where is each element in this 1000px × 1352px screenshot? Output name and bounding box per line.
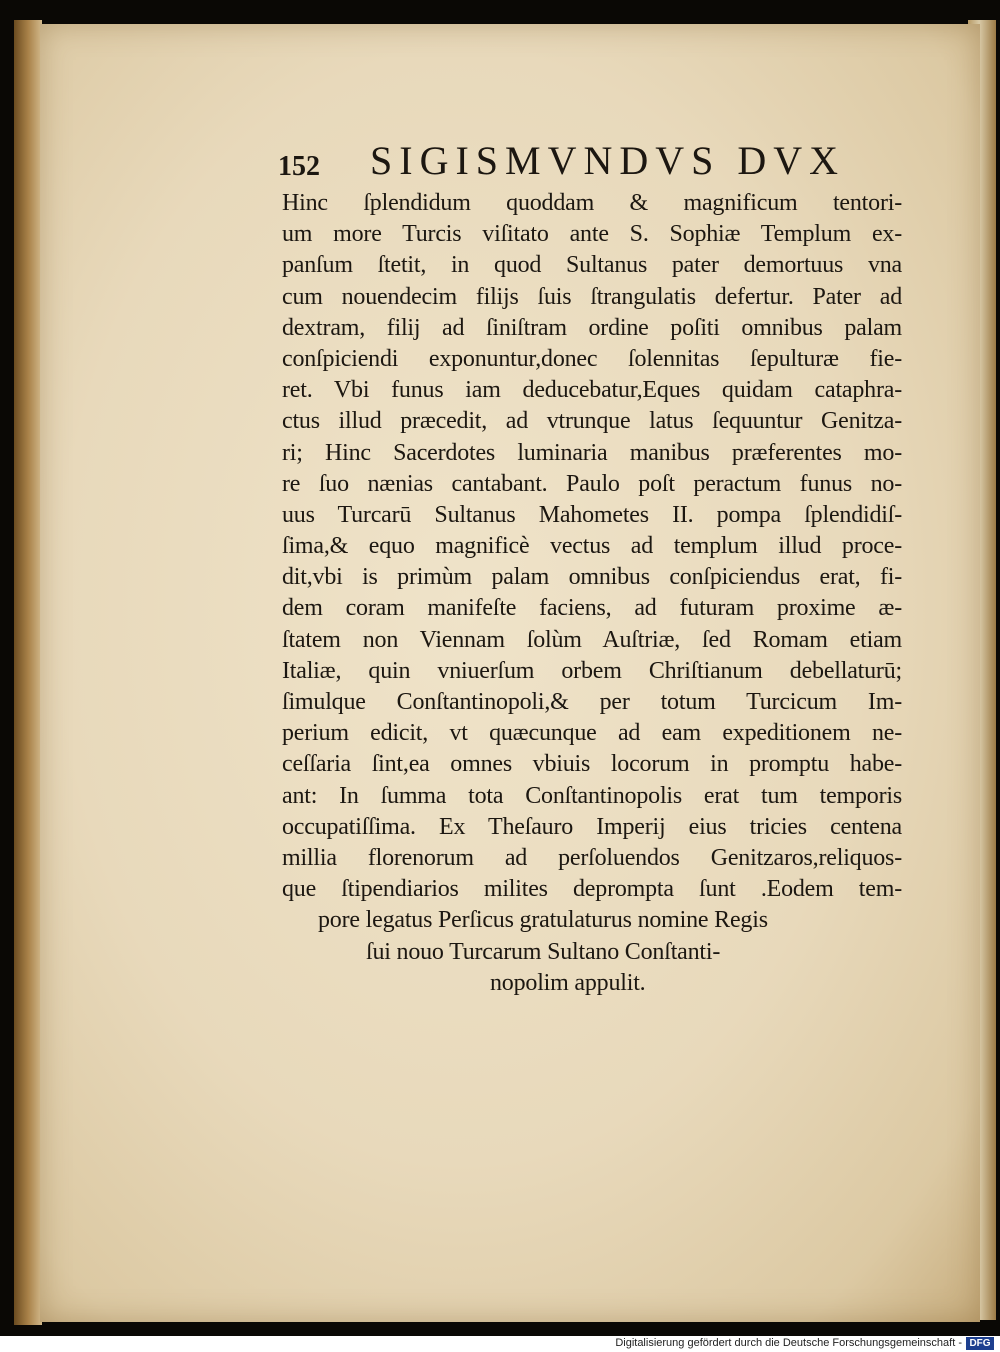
text-line: re ſuo nænias cantabant. Paulo poſt peractum funus no-: [282, 470, 902, 497]
text-line: nopolim appulit.: [490, 969, 646, 996]
body-text: [282, 188, 922, 999]
text-line: millia florenorum ad perſoluendos Genitzaros,reliquos-: [282, 844, 902, 871]
text-line: ceſſaria ſint,ea omnes vbiuis locorum in promptu habe-: [282, 751, 902, 778]
running-head: SIGISMVNDVS DVX: [370, 138, 846, 183]
folio-number: 152: [278, 151, 320, 182]
text-line: dextram, filij ad ſiniſtram ordine poſiti omnibus palam: [282, 314, 902, 341]
text-line: cum nouendecim filijs ſuis ſtrangulatis defertur. Pater ad: [282, 283, 902, 310]
footer-bar: [0, 1336, 1000, 1352]
text-line: pore legatus Perſicus gratulaturus nomine Regis: [318, 907, 768, 934]
text-line: que ſtipendiarios milites deprompta ſunt .Eodem tem-: [282, 876, 902, 903]
text-line: Italiæ, quin vniuerſum orbem Chriſtianum debellaturū;: [282, 657, 902, 684]
text-line: dem coram manifeſte faciens, ad futuram proxime æ-: [282, 595, 902, 622]
text-line: uus Turcarū Sultanus Mahometes II. pompa ſplendidiſ-: [282, 501, 902, 528]
text-line: ſimulque Conſtantinopoli,& per totum Turcicum Im-: [282, 689, 902, 715]
text-line: ant: In ſumma tota Conſtantinopolis erat tum temporis: [282, 782, 902, 809]
text-line: ctus illud præcedit, ad vtrunque latus ſequuntur Genitza-: [282, 408, 902, 435]
page-header: [278, 137, 858, 185]
text-line: panſum ſtetit, in quod Sultanus pater demortuus vna: [282, 252, 902, 279]
text-line: um more Turcis viſitato ante S. Sophiæ Templum ex-: [282, 221, 902, 248]
text-line: ri; Hinc Sacerdotes luminaria manibus præferentes mo-: [282, 439, 902, 466]
text-line: dit,vbi is primùm palam omnibus conſpiciendus erat, fi-: [282, 564, 902, 591]
text-line: Hinc ſplendidum quoddam & magnificum tentori-: [282, 190, 902, 216]
digitization-credit: Digitalisierung gefördert durch die Deutsche Forschungsgemeinschaft -: [615, 1337, 962, 1349]
text-line: ſtatem non Viennam ſolùm Auſtriæ, ſed Romam etiam: [282, 626, 902, 653]
text-line: ret. Vbi funus iam deducebatur,Eques quidam cataphra-: [282, 377, 902, 404]
text-line: conſpiciendi exponuntur,donec ſolennitas ſepulturæ fie-: [282, 345, 902, 372]
dfg-logo: DFG: [966, 1337, 994, 1350]
book-binding-edge: [14, 20, 42, 1325]
text-line: occupatiſſima. Ex Theſauro Imperij eius tricies centena: [282, 813, 902, 840]
text-line: ſui nouo Turcarum Sultano Conſtanti-: [366, 938, 721, 965]
text-line: ſima,& equo magnificè vectus ad templum illud proce-: [282, 533, 902, 560]
text-line: perium edicit, vt quæcunque ad eam expeditionem ne-: [282, 720, 902, 747]
